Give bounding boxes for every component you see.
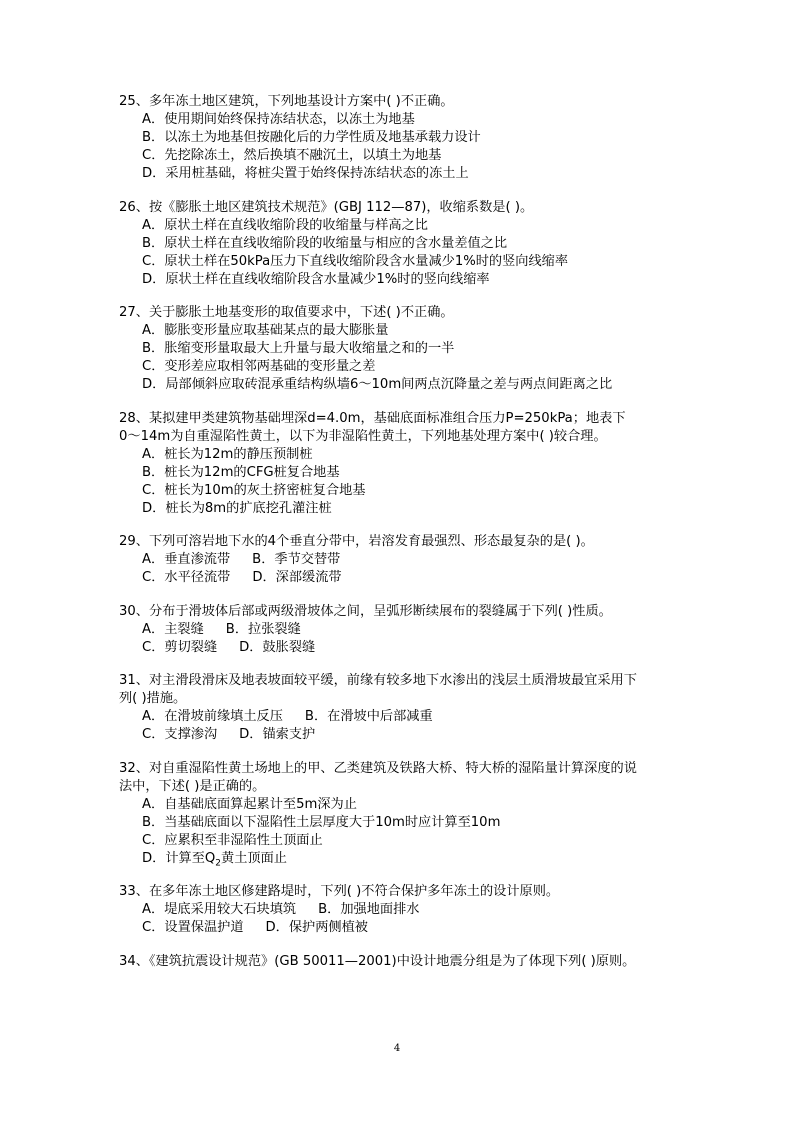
option-d: D．局部倾斜应取砖混承重结构纵墙6～10m间两点沉降量之差与两点间距离之比 [142, 377, 613, 392]
question-stem: 31、对主滑段滑床及地表坡面较平缓，前缘有较多地下水渗出的浅层土质滑坡最宜采用下 [119, 673, 637, 688]
option-a: A．使用期间始终保持冻结状态，以冻土为地基 [142, 112, 415, 127]
option-row-cd [119, 919, 679, 937]
option-b: B．拉张裂缝 [225, 621, 301, 637]
question-stem: 34、《建筑抗震设计规范》(GB 50011—2001)中设计地震分组是为了体现下列( )原则。 [119, 953, 636, 969]
question-stem: 33、在多年冻土地区修建路堤时，下列( )不符合保护多年冻土的设计原则。 [119, 884, 560, 899]
option-c: C．支撑渗沟 [142, 727, 218, 742]
question-26 [119, 199, 679, 289]
option-d: D．桩长为8m的扩底挖孔灌注桩 [142, 500, 332, 516]
option-a: A．桩长为12m的静压预制桩 [142, 446, 313, 462]
subscript-2: 2 [215, 858, 222, 869]
page-number: 4 [393, 1043, 401, 1054]
option-row-ab [119, 708, 679, 726]
option-row-cd [119, 569, 679, 587]
question-list [119, 93, 679, 986]
option-d: D．鼓胀裂缝 [239, 639, 316, 655]
question-stem: 30、分布于滑坡体后部或两级滑坡体之间，呈弧形断续展布的裂缝属于下列( )性质。 [119, 603, 612, 619]
option-row-cd [119, 726, 679, 744]
option-c: C．应累积至非湿陷性土顶面止 [142, 832, 323, 848]
option-b: B．以冻土为地基但按融化后的力学性质及地基承载力设计 [142, 130, 481, 145]
option-row-cd [119, 639, 679, 657]
option-a: A．在滑坡前缘填土反压 [142, 709, 283, 724]
option-d [119, 850, 679, 868]
option-b: B．加强地面排水 [318, 902, 420, 917]
option-row-ab [119, 901, 679, 919]
question-stem: 26、按《膨胀土地区建筑技术规范》(GBJ 112—87)，收缩系数是( )。 [119, 199, 534, 215]
option-a: A．垂直渗流带 [142, 552, 231, 567]
question-stem: 25、多年冻土地区建筑，下列地基设计方案中( )不正确。 [119, 94, 454, 109]
option-d: D．采用桩基础，将桩尖置于始终保持冻结状态的冻土上 [142, 166, 469, 181]
question-stem-continued: 法中，下述( )是正确的。 [119, 778, 266, 794]
option-c: C．设置保温护道 [142, 920, 244, 935]
option-b: B．当基础底面以下湿陷性土层厚度大于10m时应计算至10m [142, 814, 501, 830]
question-34 [119, 953, 679, 971]
option-d-suffix: 黄土顶面止 [221, 850, 287, 866]
question-stem-continued: 列( )措施。 [119, 691, 187, 706]
question-stem: 32、对自重湿陷性黄土场地上的甲、乙类建筑及铁路大桥、特大桥的湿陷量计算深度的说 [119, 760, 637, 776]
question-29 [119, 533, 679, 587]
option-b: B．原状土样在直线收缩阶段的收缩量与相应的含水量差值之比 [142, 235, 508, 251]
question-30 [119, 603, 679, 657]
option-a: A．堤底采用较大石块填筑 [142, 902, 297, 917]
option-d: D．保护两侧植被 [265, 920, 368, 935]
option-d: D．原状土样在直线收缩阶段含水量减少1%时的竖向线缩率 [142, 271, 490, 287]
option-c: C．变形差应取相邻两基础的变形量之差 [142, 359, 376, 374]
question-31 [119, 672, 679, 744]
question-stem: 27、关于膨胀土地基变形的取值要求中，下述( )不正确。 [119, 305, 454, 320]
question-28 [119, 410, 679, 518]
option-d-prefix: D．计算至Q [142, 850, 216, 866]
option-row-ab [119, 551, 679, 569]
option-row-ab [119, 621, 679, 639]
option-b: B．在滑坡中后部减重 [304, 709, 433, 724]
option-c: C．原状土样在50kPa压力下直线收缩阶段含水量减少1%时的竖向线缩率 [142, 253, 569, 269]
question-stem: 28、某拟建甲类建筑物基础埋深d=4.0m，基础底面标准组合压力P=250kPa；地表下 [119, 410, 626, 426]
question-27 [119, 304, 679, 394]
option-a: A．膨胀变形量应取基础某点的最大膨胀量 [142, 323, 389, 338]
option-c: C．先挖除冻土，然后换填不融沉土，以填土为地基 [142, 148, 442, 163]
option-b: B．胀缩变形量取最大上升量与最大收缩量之和的一半 [142, 341, 455, 356]
option-c: C．水平径流带 [142, 570, 231, 585]
question-33 [119, 883, 679, 937]
option-c: C．剪切裂缝 [142, 639, 218, 655]
option-d: D．深部缓流带 [252, 570, 342, 585]
question-stem-continued: 0～14m为自重湿陷性黄土，以下为非湿陷性黄土，下列地基处理方案中( )较合理。 [119, 428, 607, 444]
option-c: C．桩长为10m的灰土挤密桩复合地基 [142, 482, 366, 498]
option-b: B．桩长为12m的CFG桩复合地基 [142, 464, 340, 480]
option-a: A．主裂缝 [142, 621, 204, 637]
option-a: A．原状土样在直线收缩阶段的收缩量与样高之比 [142, 217, 428, 233]
question-stem: 29、下列可溶岩地下水的4个垂直分带中，岩溶发育最强烈、形态最复杂的是( )。 [119, 534, 594, 549]
question-32 [119, 760, 679, 868]
option-d: D．锚索支护 [239, 727, 316, 742]
option-a: A．自基础底面算起累计至5m深为止 [142, 796, 357, 812]
question-25 [119, 93, 679, 183]
option-b: B．季节交替带 [252, 552, 341, 567]
